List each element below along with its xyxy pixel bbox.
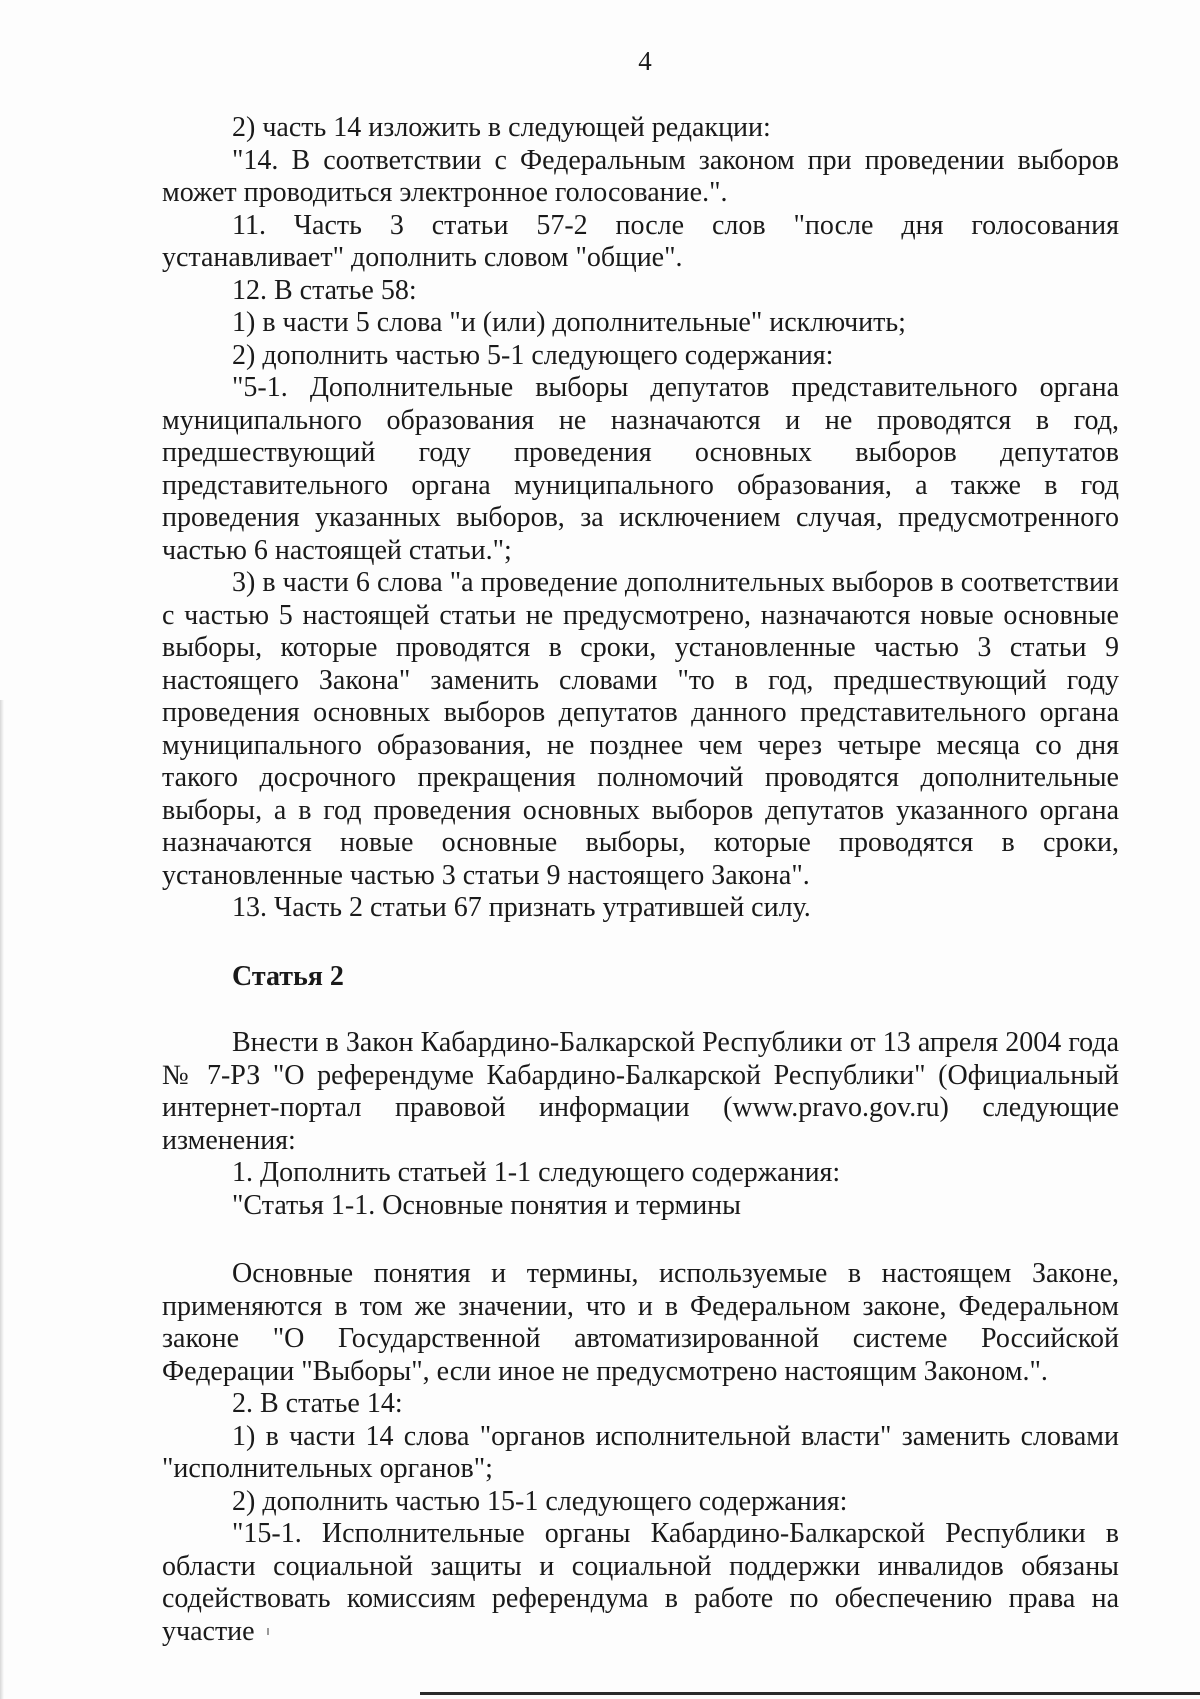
paragraph: "14. В соответствии с Федеральным законом при проведении выборов может проводиться электронное голосование.". — [162, 144, 1119, 208]
paragraph: 1) в части 5 слова "и (или) дополнительные" исключить; — [232, 307, 906, 338]
paragraph: 13. Часть 2 статьи 67 признать утратившей силу. — [232, 892, 811, 923]
scan-edge-shadow — [0, 700, 4, 1699]
spacer — [162, 925, 1119, 961]
paragraph: "Статья 1-1. Основные понятия и термины — [232, 1189, 741, 1221]
paragraph: 12. В статье 58: — [232, 274, 417, 306]
paragraph: "15-1. Исполнительные органы Кабардино-Балкарской Республики в области социальной защиты и социальной поддержки инвалидов обязаны содействовать комиссиям референдума в работе по обеспечению права на участие — [162, 1518, 1119, 1647]
paragraph: 2) часть 14 изложить в следующей редакции: — [232, 112, 771, 143]
spacer — [162, 993, 1119, 1027]
article-heading: Статья 2 — [232, 960, 344, 992]
paragraph: 2) дополнить частью 15-1 следующего содержания: — [232, 1485, 848, 1517]
paragraph: Внести в Закон Кабардино-Балкарской Республики от 13 апреля 2004 года № 7-РЗ "О референдуме Кабардино-Балкарской Республики" (Официальный интернет-портал правовой информации (www.pravo.gov.ru) следующие изменения: — [162, 1027, 1119, 1156]
document-body — [162, 112, 1119, 1648]
paragraph: 1) в части 14 слова "органов исполнительной власти" заменить словами "исполнительных органов"; — [162, 1420, 1119, 1484]
paragraph: 2. В статье 14: — [232, 1388, 403, 1419]
paragraph: 1. Дополнить статьей 1-1 следующего содержания: — [232, 1157, 841, 1188]
bottom-scan-line — [420, 1692, 1200, 1695]
paragraph: "5-1. Дополнительные выборы депутатов представительного органа муниципального образования не назначаются и не проводятся в год, предшествующий году проведения основных выборов депутатов представительного органа муниципального образования, а также в год проведения указанных выборов, за исключением случая, предусмотренного частью 6 настоящей статьи."; — [162, 372, 1119, 566]
paragraph: Основные понятия и термины, используемые в настоящем Законе, применяются в том же значении, что и в Федеральном законе, Федеральном законе "О Государственной автоматизированной системе Российской Федерации "Выборы", если иное не предусмотрено настоящим Законом.". — [162, 1258, 1119, 1387]
scan-speck — [267, 1628, 269, 1635]
page-number: 4 — [638, 46, 652, 76]
paragraph: 3) в части 6 слова "а проведение дополнительных выборов в соответствии с частью 5 настоящей статьи не предусмотрено, назначаются новые основные выборы, которые проводятся в сроки, установленные частью 3 статьи 9 настоящего Закона" заменить словами "то в год, предшествующий году проведения основных выборов депутатов данного представительного органа муниципального образования, не позднее чем через четыре месяца со дня такого досрочного прекращения полномочий проводятся дополнительные выборы, а в год проведения основных выборов депутатов указанного органа назначаются новые основные выборы, которые проводятся в сроки, установленные частью 3 статьи 9 настоящего Закона". — [162, 567, 1119, 891]
paragraph: 11. Часть 3 статьи 57-2 после слов "после дня голосования устанавливает" дополнить словом "общие". — [162, 209, 1119, 273]
spacer — [162, 1222, 1119, 1258]
paragraph: 2) дополнить частью 5-1 следующего содержания: — [232, 339, 834, 371]
